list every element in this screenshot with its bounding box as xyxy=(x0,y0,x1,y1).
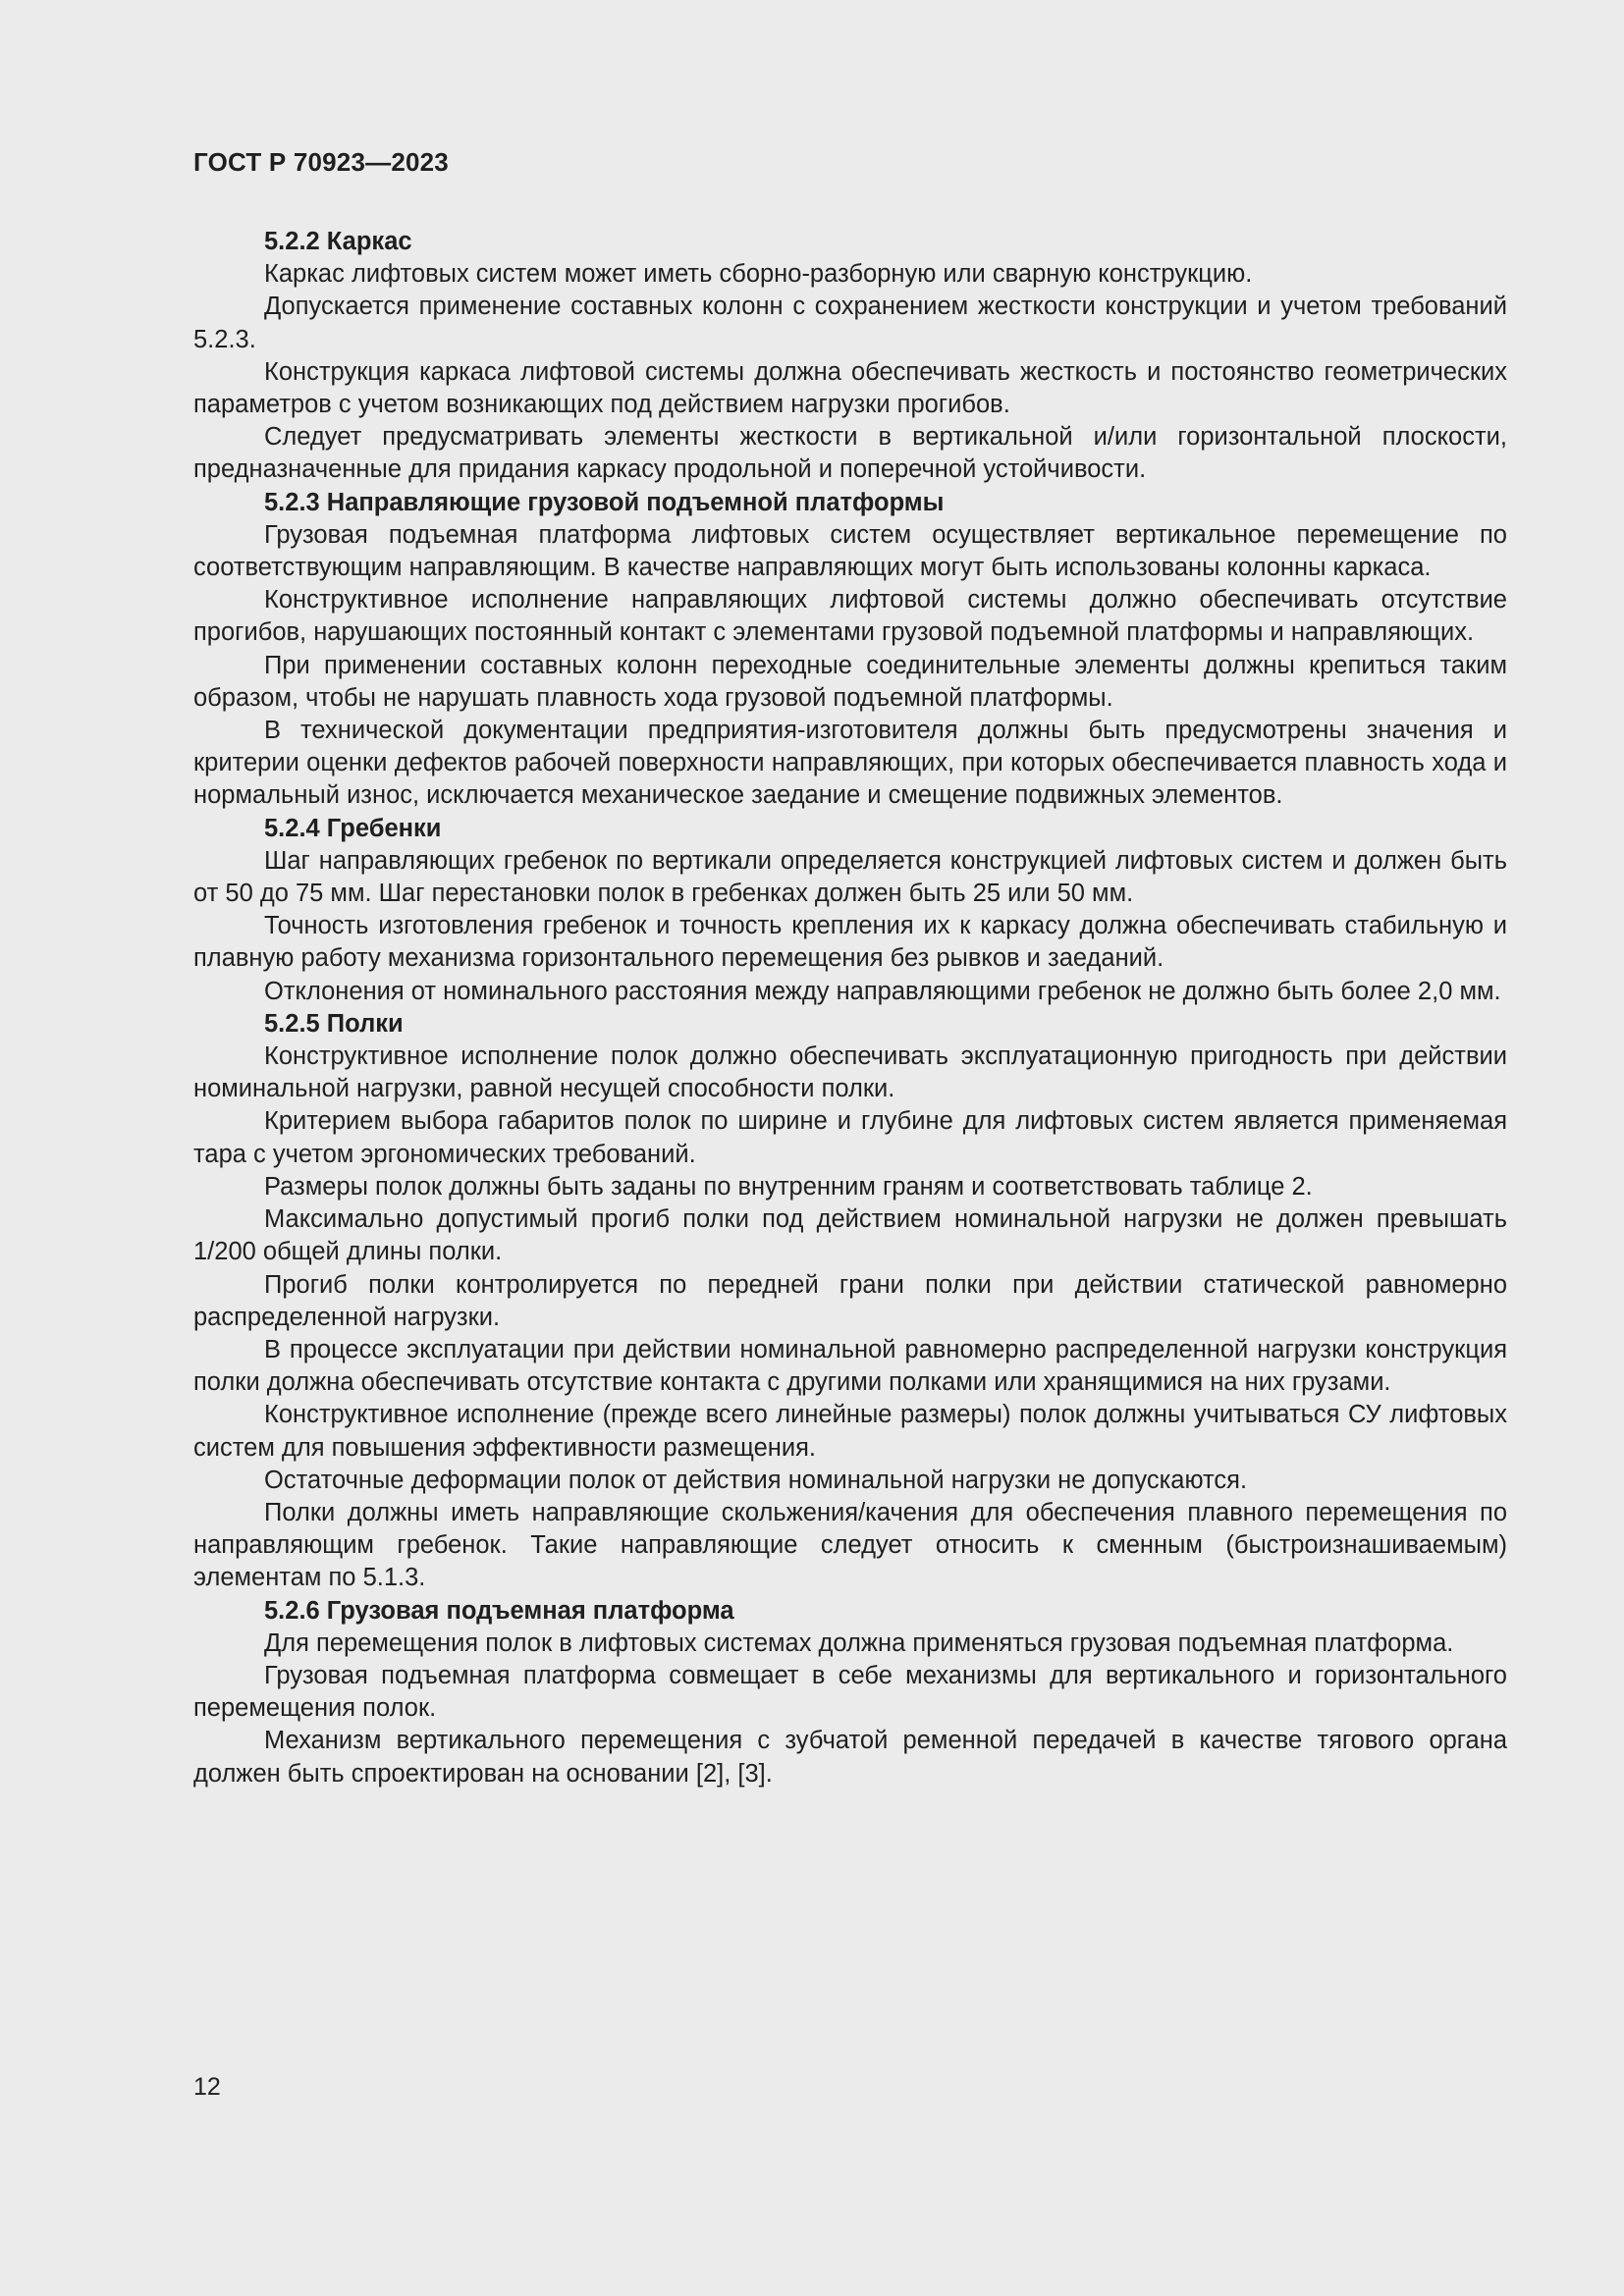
section-heading: 5.2.3 Направляющие грузовой подъемной платформы xyxy=(264,488,945,516)
paragraph: Грузовая подъемная платформа совмещает в себе механизмы для вертикального и горизонтального перемещения полок. xyxy=(193,1661,1507,1723)
section-heading: 5.2.2 Каркас xyxy=(264,228,412,255)
paragraph: При применении составных колонн переходные соединительные элементы должны крепиться таким образом, чтобы не нарушать плавность хода грузовой подъемной платформы. xyxy=(193,651,1507,712)
paragraph: Конструктивное исполнение полок должно обеспечивать эксплуатационную пригодность при действии номинальной нагрузки, равной несущей способности полки. xyxy=(193,1042,1507,1103)
paragraph: Конструктивное исполнение (прежде всего линейные размеры) полок должны учитываться СУ лифтовых систем для повышения эффективности размещения. xyxy=(193,1401,1507,1462)
page-number: 12 xyxy=(193,2073,221,2101)
paragraph: Следует предусматривать элементы жесткости в вертикальной и/или горизонтальной плоскости, предназначенные для придания каркасу продольной и поперечной устойчивости. xyxy=(193,423,1507,484)
paragraph: Допускается применение составных колонн с сохранением жесткости конструкции и учетом требований 5.2.3. xyxy=(193,293,1507,353)
document-body xyxy=(193,226,1507,1790)
paragraph: Размеры полок должны быть заданы по внутренним граням и соответствовать таблице 2. xyxy=(264,1172,1313,1201)
paragraph: Для перемещения полок в лифтовых системах должна применяться грузовая подъемная платформа. xyxy=(264,1629,1454,1657)
section-heading: 5.2.6 Грузовая подъемная платформа xyxy=(264,1596,734,1625)
section-heading: 5.2.5 Полки xyxy=(264,1009,404,1038)
paragraph: Максимально допустимый прогиб полки под действием номинальной нагрузки не должен превышать 1/200 общей длины полки. xyxy=(193,1205,1507,1266)
paragraph: Конструктивное исполнение направляющих лифтовой системы должно обеспечивать отсутствие прогибов, нарушающих постоянный контакт с элементами грузовой подъемной платформы и направляющих. xyxy=(193,586,1507,647)
paragraph: Грузовая подъемная платформа лифтовых систем осуществляет вертикальное перемещение по соответствующим направляющим. В качестве направляющих могут быть использованы колонны каркаса. xyxy=(193,520,1507,582)
section-heading: 5.2.4 Гребенки xyxy=(264,814,442,842)
paragraph: Каркас лифтовых систем может иметь сборно-разборную или сварную конструкцию. xyxy=(264,260,1253,289)
paragraph: Критерием выбора габаритов полок по ширине и глубине для лифтовых систем является применяемая тара с учетом эргономических требований. xyxy=(193,1107,1507,1168)
document-code-header: ГОСТ Р 70923—2023 xyxy=(193,147,449,177)
paragraph: Точность изготовления гребенок и точность крепления их к каркасу должна обеспечивать стабильную и плавную работу механизма горизонтального перемещения без рывков и заеданий. xyxy=(193,912,1507,973)
paragraph: Полки должны иметь направляющие скольжения/качения для обеспечения плавного перемещения по направляющим гребенок. Такие направляющие следует относить к сменным (быстроизнашиваемым) элементам по 5.1.3. xyxy=(193,1498,1507,1592)
paragraph: Шаг направляющих гребенок по вертикали определяется конструкцией лифтовых систем и должен быть от 50 до 75 мм. Шаг перестановки полок в гребенках должен быть 25 или 50 мм. xyxy=(193,846,1507,908)
paragraph: Конструкция каркаса лифтовой системы должна обеспечивать жесткость и постоянство геометрических параметров с учетом возникающих под действием нагрузки прогибов. xyxy=(193,357,1507,419)
paragraph: Остаточные деформации полок от действия номинальной нагрузки не допускаются. xyxy=(264,1466,1248,1494)
paragraph: Механизм вертикального перемещения с зубчатой ременной передачей в качестве тягового органа должен быть спроектирован на основании [2], [3]. xyxy=(193,1727,1507,1788)
paragraph: В технической документации предприятия-изготовителя должны быть предусмотрены значения и критерии оценки дефектов рабочей поверхности направляющих, при которых обеспечивается плавность хода и нормальный износ, исключается механическое заедание и смещение подвижных элементов. xyxy=(193,717,1507,810)
paragraph: Прогиб полки контролируется по передней грани полки при действии статической равномерно распределенной нагрузки. xyxy=(193,1270,1507,1331)
paragraph: В процессе эксплуатации при действии номинальной равномерно распределенной нагрузки конструкция полки должна обеспечивать отсутствие контакта с другими полками или хранящимися на них грузами. xyxy=(193,1335,1507,1397)
paragraph: Отклонения от номинального расстояния между направляющими гребенок не должно быть более 2,0 мм. xyxy=(264,977,1501,1005)
